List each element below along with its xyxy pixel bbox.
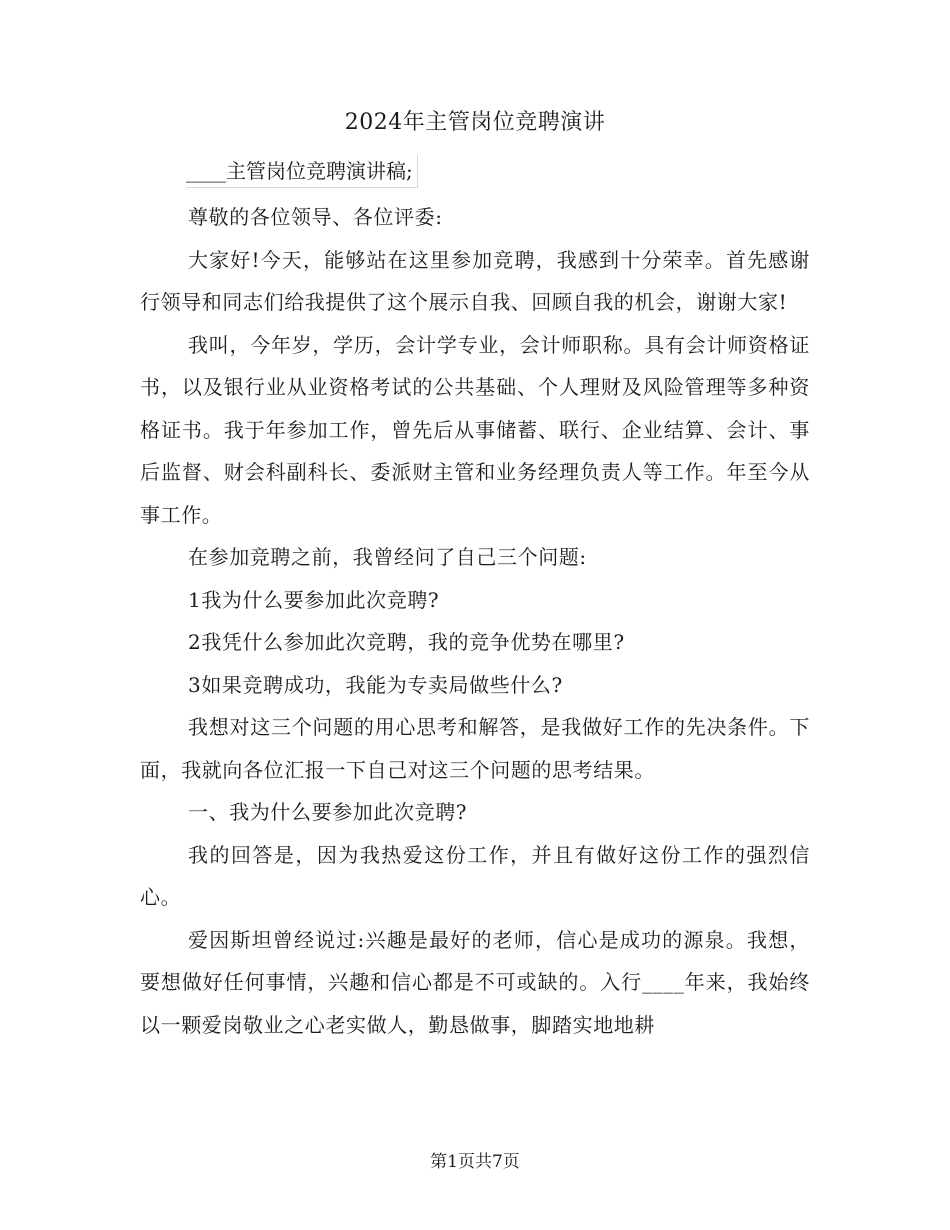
document-subtitle: ____主管岗位竞聘演讲稿;	[186, 155, 418, 188]
body-paragraph: 我叫，今年岁，学历，会计学专业，会计师职称。具有会计师资格证书，以及银行业从业资格考试的公共基础、个人理财及风险管理等多种资格证书。我于年参加工作，曾先后从事储蓄、联行、企业结算、会计、事后监督、财会科副科长、委派财主管和业务经理负责人等工作。年至今从事工作。	[140, 332, 810, 527]
body-paragraph: 我想对这三个问题的用心思考和解答，是我做好工作的先决条件。下面，我就向各位汇报一下自己对这三个问题的思考结果。	[140, 715, 810, 782]
section-heading: 一、我为什么要参加此次竞聘?	[188, 800, 468, 824]
body-paragraph: 大家好!今天，能够站在这里参加竞聘，我感到十分荣幸。首先感谢行领导和同志们给我提供了这个展示自我、回顾自我的机会，谢谢大家!	[140, 247, 810, 314]
body-paragraph: 爱因斯坦曾经说过:兴趣是最好的老师，信心是成功的源泉。我想，要想做好任何事情，兴趣和信心都是不可或缺的。入行____年来，我始终以一颗爱岗敬业之心老实做人，勤恳做事，脚踏实地地耕	[140, 927, 810, 1037]
question-item: 2我凭什么参加此次竞聘，我的竞争优势在哪里?	[188, 630, 625, 654]
question-item: 3如果竞聘成功，我能为专卖局做些什么?	[188, 672, 563, 697]
body-paragraph: 在参加竞聘之前，我曾经问了自己三个问题:	[188, 545, 587, 569]
question-item: 1我为什么要参加此次竞聘?	[188, 587, 440, 612]
page-number-footer: 第1页共7页	[430, 1152, 520, 1172]
salutation-paragraph: 尊敬的各位领导、各位评委:	[188, 205, 443, 229]
document-body	[140, 196, 810, 1046]
document-title: 2024年主管岗位竞聘演讲	[344, 110, 606, 135]
body-paragraph: 我的回答是，因为我热爱这份工作，并且有做好这份工作的强烈信心。	[140, 842, 810, 909]
